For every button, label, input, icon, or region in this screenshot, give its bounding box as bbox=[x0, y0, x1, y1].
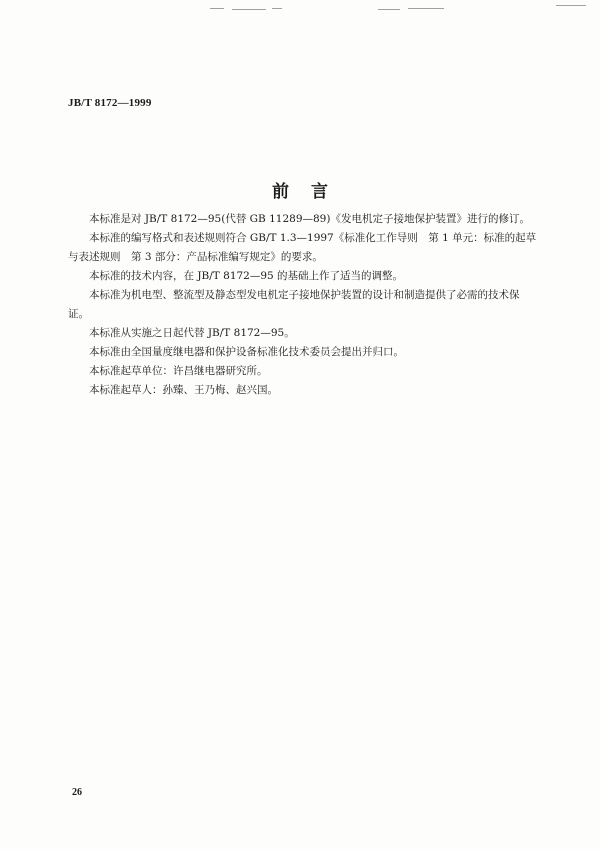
scan-artifact bbox=[232, 9, 266, 10]
paragraph: 本标准为机电型、整流型及静态型发电机定子接地保护装置的设计和制造提供了必需的技术保证。 bbox=[68, 289, 520, 320]
paragraph: 本标准由全国量度继电器和保护设备标准化技术委员会提出并归口。 bbox=[89, 346, 404, 358]
standard-code: JB/T 8172—1999 bbox=[68, 97, 152, 109]
scan-artifact bbox=[408, 8, 444, 9]
paragraph: 本标准起草单位：许昌继电器研究所。 bbox=[89, 365, 268, 377]
paragraph: 本标准起草人：孙臻、王乃梅、赵兴国。 bbox=[89, 384, 278, 396]
paragraph: 本标准是对 JB/T 8172—95(代替 GB 11289—89)《发电机定子接地保护装置》进行的修订。 bbox=[89, 213, 530, 225]
scan-artifact bbox=[210, 8, 224, 9]
page-number: 26 bbox=[72, 787, 82, 798]
scan-artifact bbox=[378, 9, 400, 10]
paragraph: 本标准的编写格式和表述规则符合 GB/T 1.3—1997《标准化工作导则 第 1 单元：标准的起草与表述规则 第 3 部分：产品标准编写规定》的要求。 bbox=[68, 232, 537, 263]
paragraph: 本标准的技术内容，在 JB/T 8172—95 的基础上作了适当的调整。 bbox=[89, 270, 404, 282]
scan-artifact bbox=[556, 5, 586, 6]
body-text bbox=[68, 210, 540, 400]
paragraph: 本标准从实施之日起代替 JB/T 8172—95。 bbox=[89, 327, 295, 339]
page-title: 前言 bbox=[272, 182, 350, 202]
scan-artifact bbox=[272, 8, 282, 9]
